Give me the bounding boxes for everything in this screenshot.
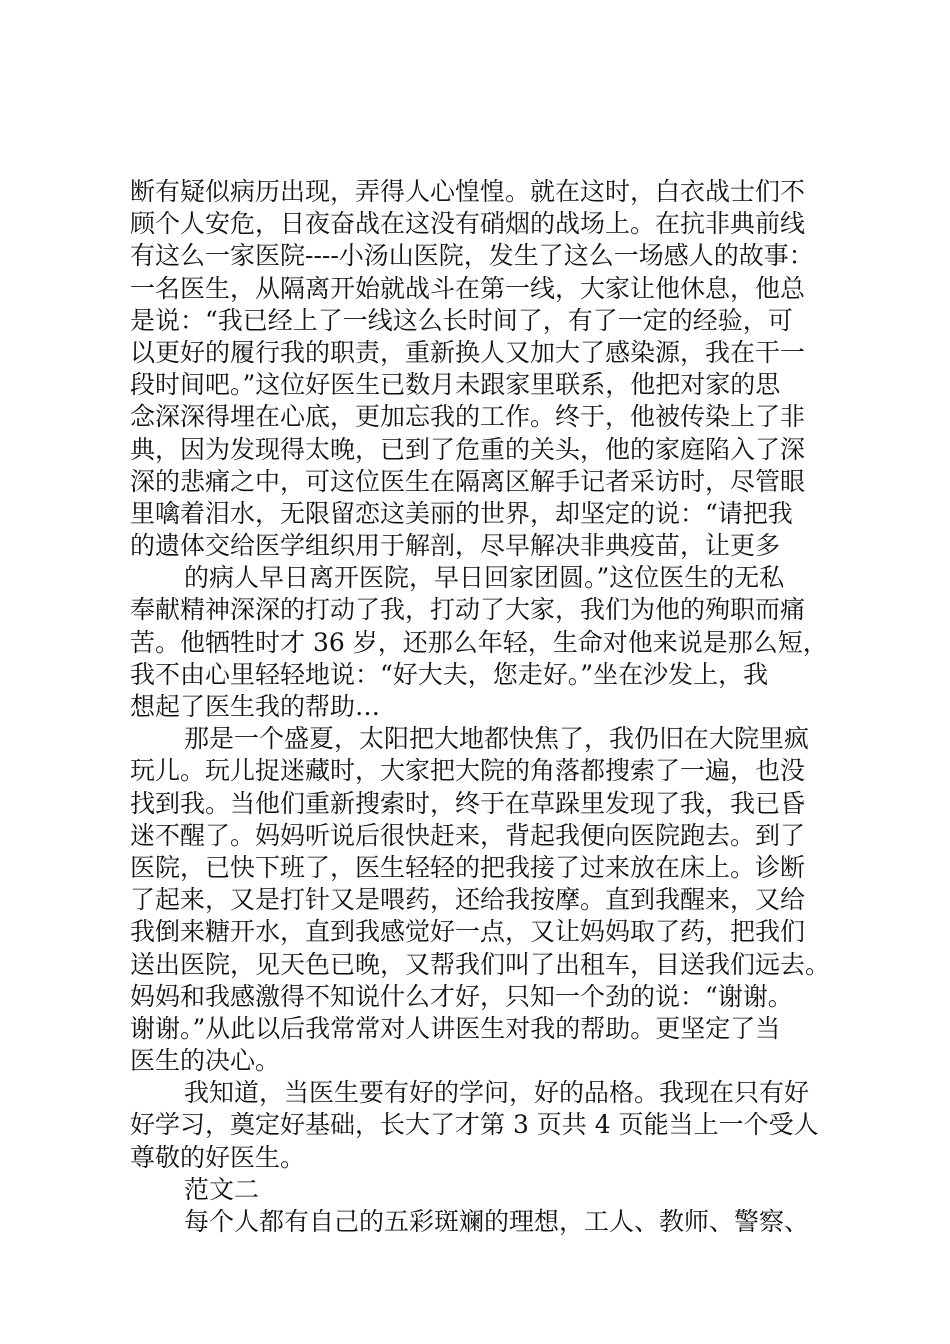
text-line: 范文二 [184,1174,260,1204]
text-line: 谢谢。”从此以后我常常对人讲医生对我的帮助。更坚定了当 [130,1013,781,1043]
text-line: 的病人早日离开医院，早日回家团圆。”这位医生的无私 [184,563,785,593]
text-line: 迷不醒了。妈妈听说后很快赶来，背起我便向医院跑去。到了 [130,820,806,850]
text-line: 断有疑似病历出现，弄得人心惶惶。就在这时，白衣战士们不 [130,177,806,206]
text-line: 里噙着泪水，无限留恋这美丽的世界，却坚定的说：“请把我 [130,498,793,528]
text-line: 送出医院，见天色已晚，又帮我们叫了出租车，目送我们远去。 [130,949,831,979]
text-line: 想起了医生我的帮助… [130,692,381,721]
text-line: 我知道，当医生要有好的学问，好的品格。我现在只有好 [184,1078,810,1108]
text-line: 以更好的履行我的职责，重新换人又加大了感染源，我在干一 [130,337,806,367]
text-line: 念深深得埋在心底，更加忘我的工作。终于，他被传染上了非 [130,402,806,432]
text-line: 玩儿。玩儿捉迷藏时，大家把大院的角落都搜索了一遍，也没 [130,756,806,786]
text-line: 找到我。当他们重新搜索时，终于在草跺里发现了我，我已昏 [130,788,806,818]
text-line: 是说：“我已经上了一线这么长时间了，有了一定的经验，可 [130,305,793,335]
text-line: 的遗体交给医学组织用于解剖，尽早解决非典疫苗，让更多 [130,531,781,561]
text-line: 典，因为发现得太晚，已到了危重的关头，他的家庭陷入了深 [130,434,806,464]
text-line: 尊敬的好医生。 [130,1142,306,1172]
text-line: 了起来，又是打针又是喂药，还给我按摩。直到我醒来，又给 [130,885,806,915]
text-line: 我倒来糖开水，直到我感觉好一点，又让妈妈取了药，把我们 [130,917,806,947]
text-line: 一名医生，从隔离开始就战斗在第一线，大家让他休息，他总 [130,273,806,303]
text-line: 有这么一家医院----小汤山医院，发生了这么一场感人的故事： [130,241,814,271]
text-line: 我不由心里轻轻地说：“好大夫，您走好。”坐在沙发上，我 [130,659,769,689]
text-line: 深的悲痛之中，可这位医生在隔离区解手记者采访时，尽管眼 [130,466,806,496]
text-line: 奉献精神深深的打动了我，打动了大家，我们为他的殉职而痛 [130,595,806,625]
text-line: 每个人都有自己的五彩斑斓的理想，工人、教师、警察、 [184,1207,810,1236]
document-body [130,176,830,1238]
text-line: 医院，已快下班了，医生轻轻的把我接了过来放在床上。诊断 [130,852,806,882]
text-line: 苦。他牺牲时才 36 岁，还那么年轻，生命对他来说是那么短， [130,627,828,657]
text-line: 好学习，奠定好基础，长大了才第 3 页共 4 页能当上一个受人 [130,1110,819,1140]
text-line: 段时间吧。”这位好医生已数月未跟家里联系，他把对家的思 [130,370,781,400]
text-line: 妈妈和我感激得不知说什么才好，只知一个劲的说：“谢谢。 [130,981,793,1011]
text-line: 那是一个盛夏，太阳把大地都快焦了，我仍旧在大院里疯 [184,724,810,754]
text-line: 医生的决心。 [130,1046,281,1076]
text-line: 顾个人安危，日夜奋战在这没有硝烟的战场上。在抗非典前线 [130,209,806,239]
